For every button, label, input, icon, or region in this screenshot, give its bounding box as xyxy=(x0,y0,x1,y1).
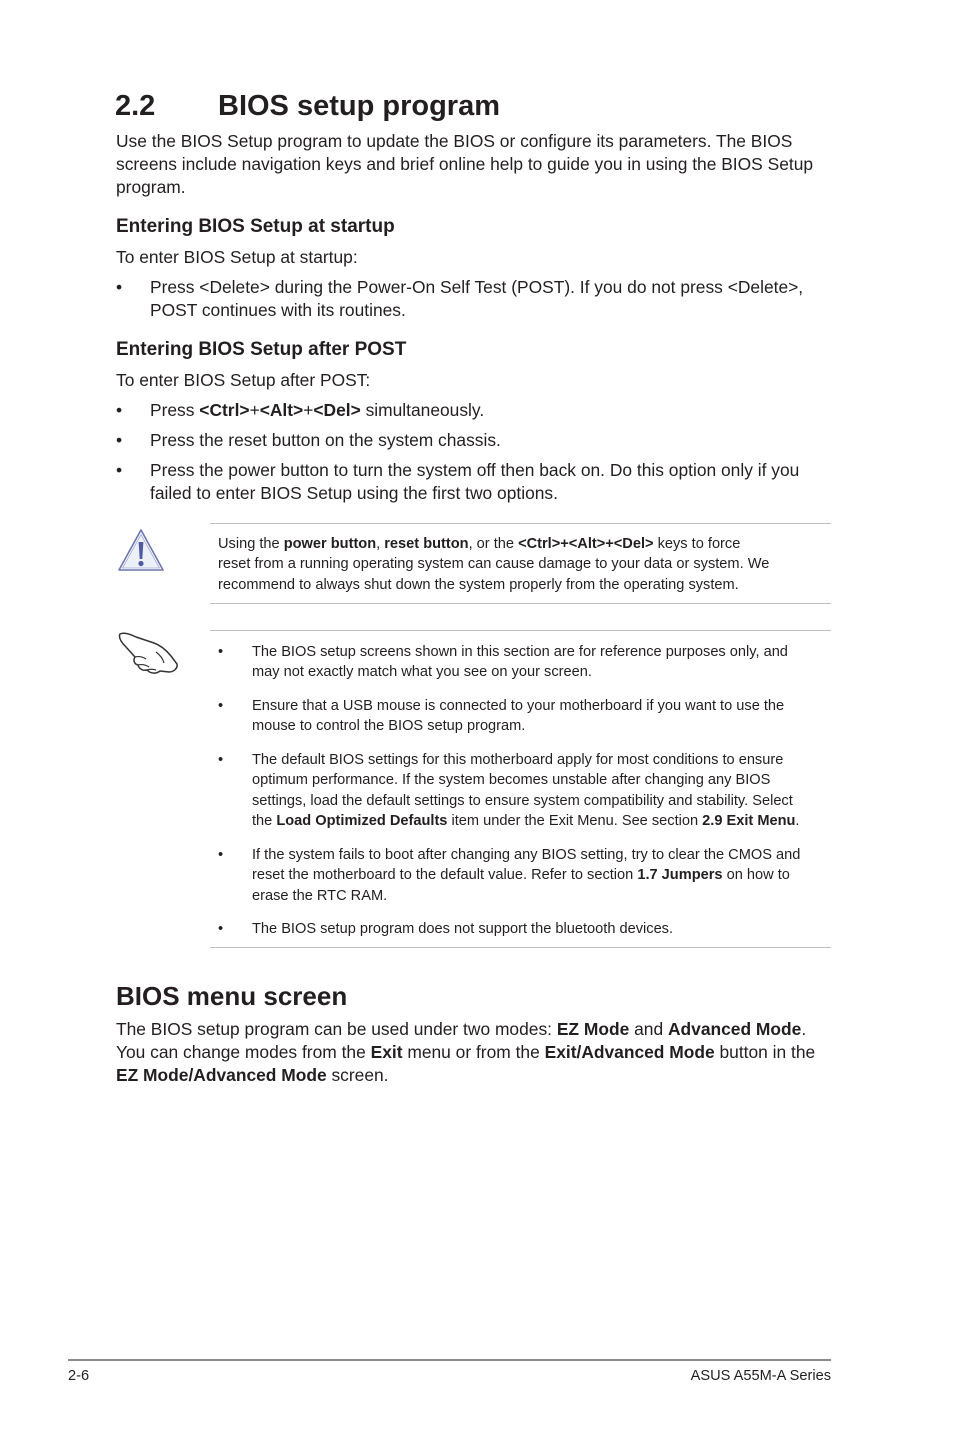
bold-term: Advanced Mode xyxy=(667,1019,802,1039)
intro-paragraph xyxy=(116,130,813,199)
bold-term: EZ Mode/Advanced Mode xyxy=(116,1065,327,1085)
item-line: Press <Delete> during the Power-On Self Test (POST). If you do not press <Delete>, xyxy=(150,277,804,297)
section-number: 2.2 xyxy=(115,90,156,122)
bold-term: 2.9 Exit Menu xyxy=(702,812,796,829)
section-title: BIOS setup program xyxy=(218,90,500,122)
plus: + xyxy=(249,400,260,420)
note-line: Ensure that a USB mouse is connected to your motherboard if you want to use the xyxy=(252,698,785,714)
after-post-item-keys xyxy=(150,399,484,422)
bold-term: EZ Mode xyxy=(556,1019,630,1039)
note-bullet: • xyxy=(218,698,224,714)
note-line: If the system fails to boot after changing any BIOS setting, try to clear the CMOS and xyxy=(252,847,801,863)
note-line xyxy=(252,811,831,831)
bullet-marker: • xyxy=(116,400,123,420)
warning-bottom-rule xyxy=(210,603,831,604)
pointing-hand-icon xyxy=(116,628,180,678)
key-ctrl: <Ctrl> xyxy=(199,400,250,420)
bold-term: power button xyxy=(283,536,377,552)
warning-line: reset from a running operating system can cause damage to your data or system. We xyxy=(218,556,770,573)
note-line: optimum performance. If the system becomes unstable after changing any BIOS xyxy=(252,772,771,789)
paragraph-line xyxy=(116,1041,815,1064)
plus: + xyxy=(303,400,314,420)
text: reset the motherboard to the default value. Refer to section xyxy=(252,867,638,884)
note-item xyxy=(252,696,831,737)
warning-top-rule xyxy=(210,523,831,524)
note-line: The default BIOS settings for this motherboard apply for most conditions to ensure xyxy=(252,752,784,768)
startup-item xyxy=(150,276,803,322)
notes-top-rule xyxy=(210,630,831,631)
bold-term: Exit xyxy=(370,1042,403,1062)
key-del: <Del> xyxy=(313,400,361,420)
bold-term: Exit/Advanced Mode xyxy=(544,1042,715,1062)
text: menu or from the xyxy=(402,1042,545,1062)
warning-triangle-icon xyxy=(116,527,166,573)
paragraph-line xyxy=(116,1018,815,1041)
text: . xyxy=(795,812,800,829)
paragraph-line xyxy=(116,1064,815,1087)
key-alt: <Alt> xyxy=(259,400,304,420)
footer-product-name: ASUS A55M-A Series xyxy=(690,1368,831,1384)
after-post-heading: Entering BIOS Setup after POST xyxy=(116,339,407,360)
text: Using the xyxy=(218,536,284,552)
text: keys to force xyxy=(653,536,741,552)
text: The BIOS setup program can be used under two modes: xyxy=(116,1019,557,1039)
note-line: settings, load the default settings to ensure system compatibility and stability. Select xyxy=(252,792,793,809)
intro-line: Use the BIOS Setup program to update the BIOS or configure its parameters. The BIOS xyxy=(116,131,793,151)
startup-heading: Entering BIOS Setup at startup xyxy=(116,216,395,237)
footer-page-number: 2-6 xyxy=(68,1368,90,1384)
text: , xyxy=(376,536,385,552)
bold-term: <Ctrl>+<Alt>+<Del> xyxy=(518,536,654,552)
item-line: Press the power button to turn the system off then back on. Do this option only if you xyxy=(150,460,800,480)
note-line: erase the RTC RAM. xyxy=(252,887,388,904)
text: and xyxy=(629,1019,668,1039)
warning-line xyxy=(218,534,769,554)
after-post-item-power xyxy=(150,459,799,505)
text: button in the xyxy=(714,1042,816,1062)
intro-line: screens include navigation keys and brief online help to guide you in using the BIOS Setup xyxy=(116,154,814,174)
after-post-lead: To enter BIOS Setup after POST: xyxy=(116,370,371,390)
text: screen. xyxy=(326,1065,389,1085)
note-item xyxy=(252,642,831,683)
menu-screen-paragraph xyxy=(116,1018,815,1087)
note-line xyxy=(252,865,831,885)
note-item xyxy=(252,750,831,831)
bold-term: reset button xyxy=(384,536,469,552)
startup-lead: To enter BIOS Setup at startup: xyxy=(116,247,358,267)
notes-bottom-rule xyxy=(210,947,831,948)
note-item xyxy=(252,845,831,906)
note-bullet: • xyxy=(218,752,224,768)
text: item under the Exit Menu. See section xyxy=(447,812,703,829)
intro-line: program. xyxy=(116,177,186,197)
text: , or the xyxy=(468,536,519,552)
bullet-marker: • xyxy=(116,460,123,480)
note-bullet: • xyxy=(218,644,224,660)
text: . xyxy=(801,1019,807,1039)
warning-line: recommend to always shut down the system properly from the operating system. xyxy=(218,576,739,593)
bullet-marker: • xyxy=(116,277,123,297)
text: the xyxy=(252,812,277,829)
note-bullet: • xyxy=(218,847,224,863)
note-item: The BIOS setup program does not support the bluetooth devices. xyxy=(252,921,674,937)
note-line: The BIOS setup screens shown in this section are for reference purposes only, and xyxy=(252,644,788,660)
note-line: may not exactly match what you see on your screen. xyxy=(252,664,592,681)
note-bullet: • xyxy=(218,921,224,937)
item-text: simultaneously. xyxy=(360,400,485,420)
bold-term: Load Optimized Defaults xyxy=(276,812,448,829)
bold-term: 1.7 Jumpers xyxy=(637,867,723,884)
after-post-item-reset: Press the reset button on the system chassis. xyxy=(150,430,501,450)
bullet-marker: • xyxy=(116,430,123,450)
text: You can change modes from the xyxy=(116,1042,371,1062)
item-line: failed to enter BIOS Setup using the first two options. xyxy=(150,483,558,503)
note-line: mouse to control the BIOS setup program. xyxy=(252,718,526,735)
item-text: Press xyxy=(150,400,200,420)
footer-rule xyxy=(68,1359,831,1361)
menu-screen-title: BIOS menu screen xyxy=(116,981,348,1011)
text: on how to xyxy=(722,867,790,884)
item-line: POST continues with its routines. xyxy=(150,300,406,320)
warning-text xyxy=(218,534,769,595)
